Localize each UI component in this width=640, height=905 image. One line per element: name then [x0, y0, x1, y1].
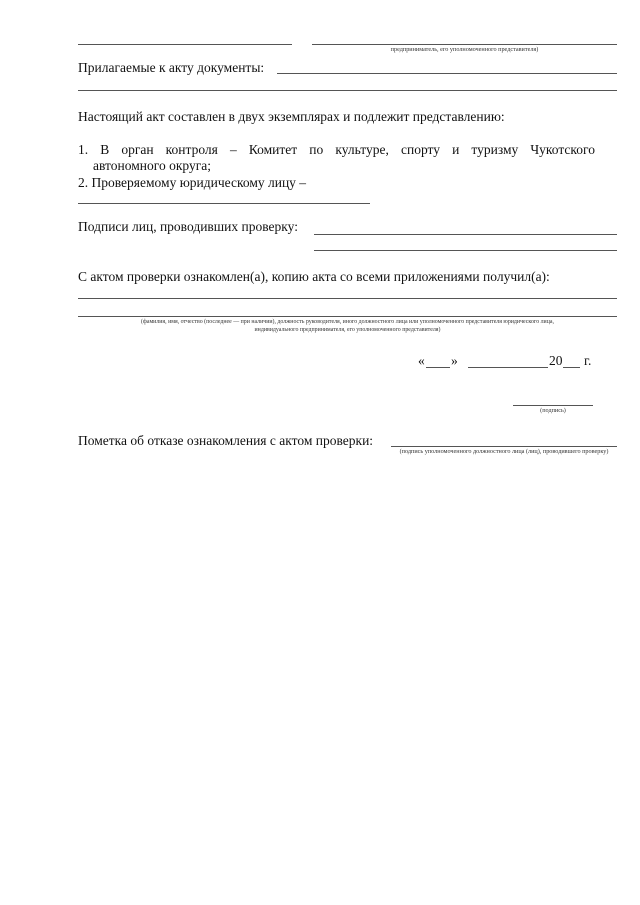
copies-item-2-line — [78, 203, 370, 204]
inspectors-signatures-label: Подписи лиц, проводивших проверку: — [78, 219, 298, 234]
date-day-line — [426, 367, 450, 368]
date-year-line — [563, 367, 580, 368]
top-right-line — [312, 44, 617, 45]
attached-documents-label: Прилагаемые к акту документы: — [78, 60, 265, 75]
top-caption: предприниматель, его уполномоченного представителя) — [390, 46, 539, 53]
inspectors-signature-line-2 — [314, 250, 617, 251]
acquainted-line-1 — [78, 298, 617, 299]
refusal-label: Пометка об отказе ознакомления с актом проверки: — [78, 433, 374, 448]
date-open-quote: « — [418, 353, 425, 368]
refusal-line — [391, 446, 617, 447]
copies-item-1-line-2: автономного округа; — [93, 158, 211, 173]
copies-statement: Настоящий акт составлен в двух экземплярах и подлежит представлению: — [78, 109, 505, 124]
signature-caption: (подпись) — [540, 407, 566, 414]
refusal-caption: (подпись уполномоченного должностного лица (лиц), проводившего проверку) — [399, 448, 609, 455]
attached-documents-line-2 — [78, 90, 617, 91]
top-left-line — [78, 44, 292, 45]
copies-item-1-line-1: 1. В орган контроля – Комитет по культуре, спорту и туризму Чукотского — [78, 142, 595, 157]
acquainted-caption-line-2: индивидуального предпринимателя, его уполномоченного представителя) — [254, 327, 441, 333]
acquainted-label: С актом проверки ознакомлен(а), копию акта со всеми приложениями получил(а): — [78, 269, 550, 284]
date-year-prefix: 20 — [549, 353, 563, 368]
attached-documents-line-1 — [277, 73, 617, 74]
date-month-line — [468, 367, 548, 368]
inspectors-signature-line-1 — [314, 234, 617, 235]
date-close-quote: » — [451, 353, 458, 368]
copies-item-2: 2. Проверяемому юридическому лицу – — [78, 175, 307, 190]
date-year-suffix: г. — [584, 353, 592, 368]
signature-line — [513, 405, 593, 406]
acquainted-caption-line-1: (фамилия, имя, отчество (последнее — при наличии), должность руководителя, иного должностного лица или уполномоченного представителя юридического лица, — [141, 319, 554, 325]
acquainted-line-2 — [78, 316, 617, 317]
